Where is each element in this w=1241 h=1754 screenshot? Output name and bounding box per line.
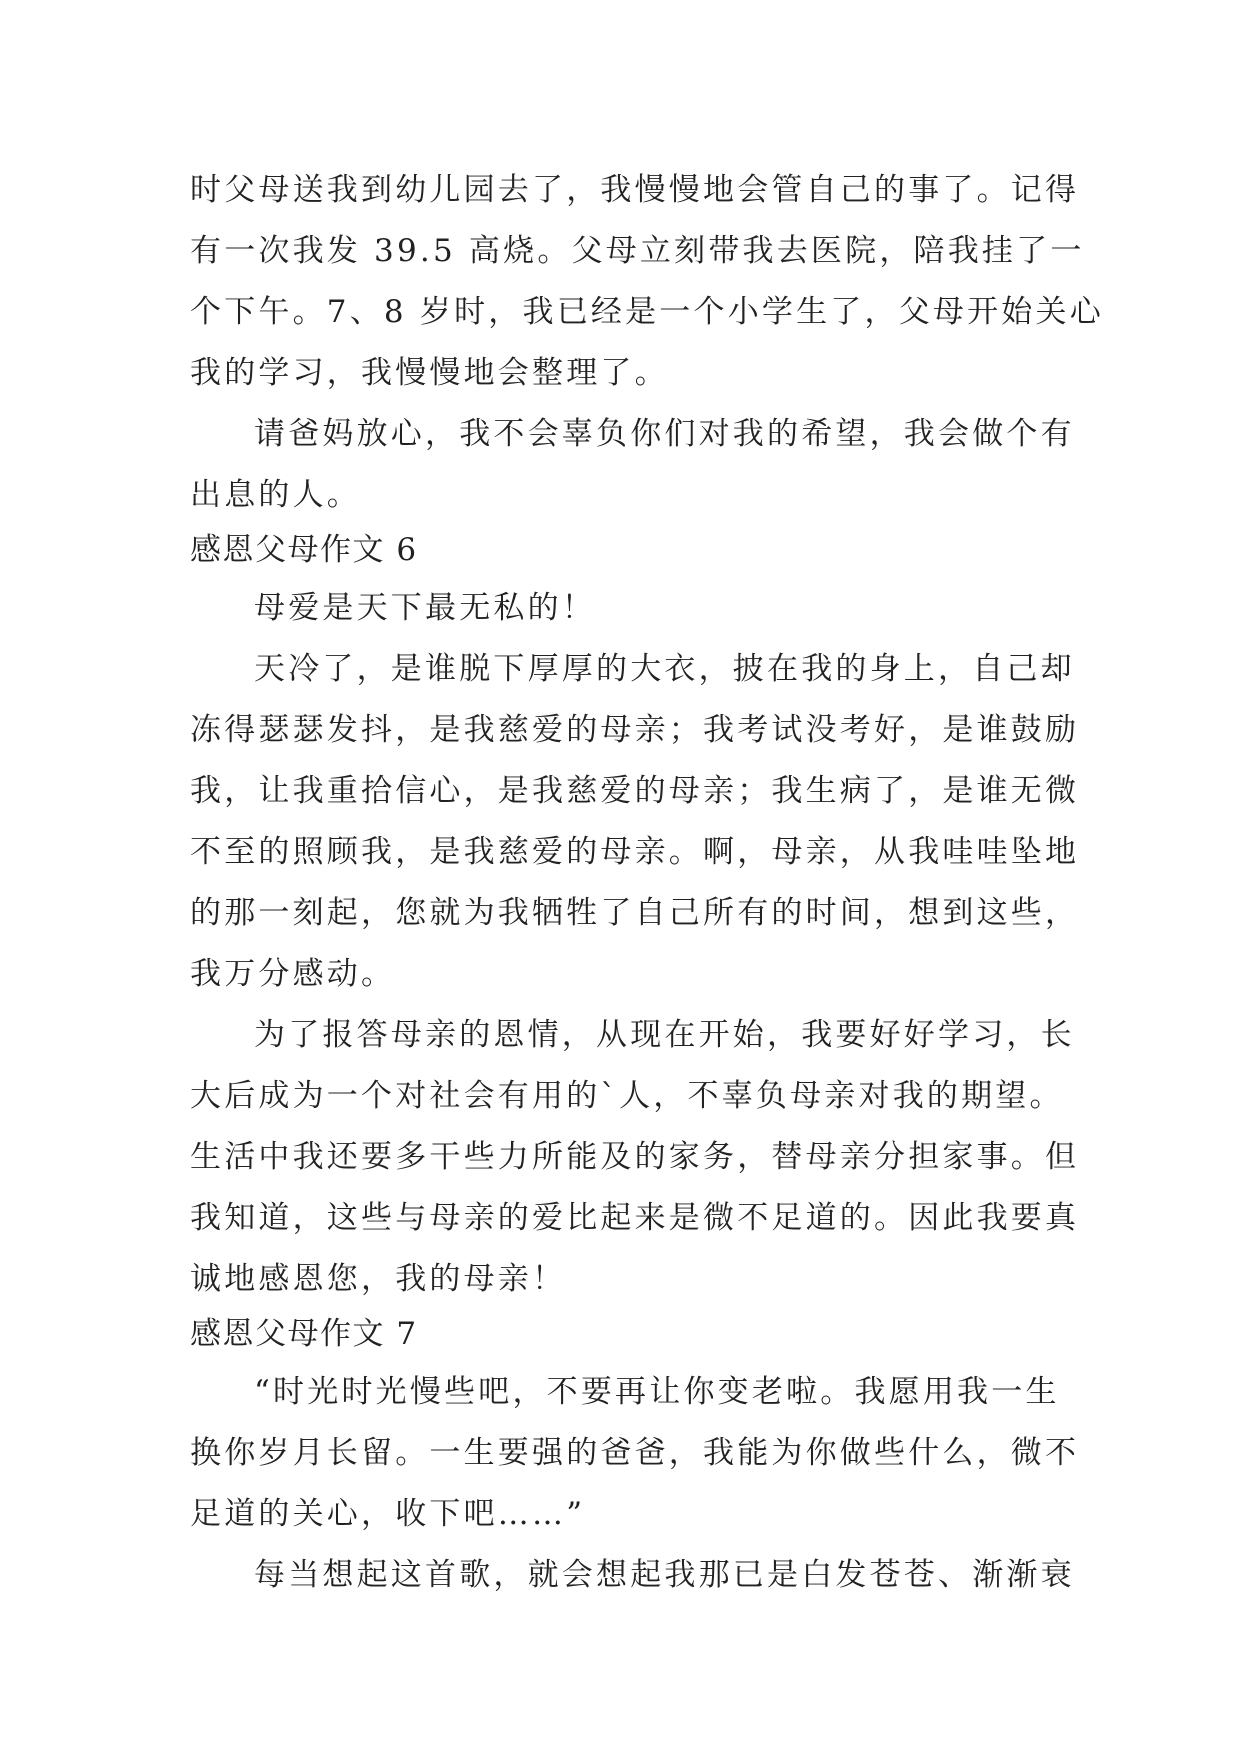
text-line: 大后成为一个对社会有用的`人，不辜负母亲对我的期望。 xyxy=(190,1078,1064,1114)
text-line: 有一次我发 39.5 高烧。父母立刻带我去医院，陪我挂了一 xyxy=(190,233,1085,269)
text-line: 冻得瑟瑟发抖，是我慈爱的母亲；我考试没考好，是谁鼓励 xyxy=(190,712,1080,748)
text-line: 时父母送我到幼儿园去了，我慢慢地会管自己的事了。记得 xyxy=(190,172,1080,208)
text-line: 母爱是天下最无私的！ xyxy=(254,590,596,626)
text-line: 的那一刻起，您就为我牺牲了自己所有的时间，想到这些， xyxy=(190,895,1080,931)
text-line: 我的学习，我慢慢地会整理了。 xyxy=(190,355,669,391)
paragraph xyxy=(190,1005,1080,1310)
text-line: 天冷了，是谁脱下厚厚的大衣，披在我的身上，自己却 xyxy=(254,651,1075,687)
text-line: 生活中我还要多干些力所能及的家务，替母亲分担家事。但 xyxy=(190,1139,1080,1175)
text-line: 不至的照顾我，是我慈爱的母亲。啊，母亲，从我哇哇坠地 xyxy=(190,834,1080,870)
text-line: 个下午。7、8 岁时，我已经是一个小学生了，父母开始关心 xyxy=(190,294,1104,330)
text-line: 诚地感恩您，我的母亲！ xyxy=(190,1261,567,1297)
section-heading: 感恩父母作文 6 xyxy=(190,532,418,568)
text-line: “时光时光慢些吧，不要再让你变老啦。我愿用我一生 xyxy=(254,1374,1060,1410)
text-line: 每当想起这首歌，就会想起我那已是白发苍苍、渐渐衰 xyxy=(254,1557,1075,1593)
text-line: 我万分感动。 xyxy=(190,956,396,992)
document-body xyxy=(190,160,1104,1606)
text-line: 出息的人。 xyxy=(190,477,361,513)
paragraph xyxy=(190,578,1070,639)
text-line: 我，让我重拾信心，是我慈爱的母亲；我生病了，是谁无微 xyxy=(190,773,1080,809)
paragraph xyxy=(190,160,1104,404)
text-line: 换你岁月长留。一生要强的爸爸，我能为你做些什么，微不 xyxy=(190,1435,1080,1471)
text-line: 为了报答母亲的恩情，从现在开始，我要好好学习，长 xyxy=(254,1017,1075,1053)
paragraph xyxy=(190,1545,1075,1606)
paragraph xyxy=(190,1362,1080,1545)
text-line: 请爸妈放心，我不会辜负你们对我的希望，我会做个有 xyxy=(254,416,1075,452)
text-line: 我知道，这些与母亲的爱比起来是微不足道的。因此我要真 xyxy=(190,1200,1080,1236)
paragraph xyxy=(190,404,1075,526)
text-line: 足道的关心，收下吧……” xyxy=(190,1496,586,1532)
paragraph xyxy=(190,639,1080,1005)
section-heading: 感恩父母作文 7 xyxy=(190,1316,418,1352)
